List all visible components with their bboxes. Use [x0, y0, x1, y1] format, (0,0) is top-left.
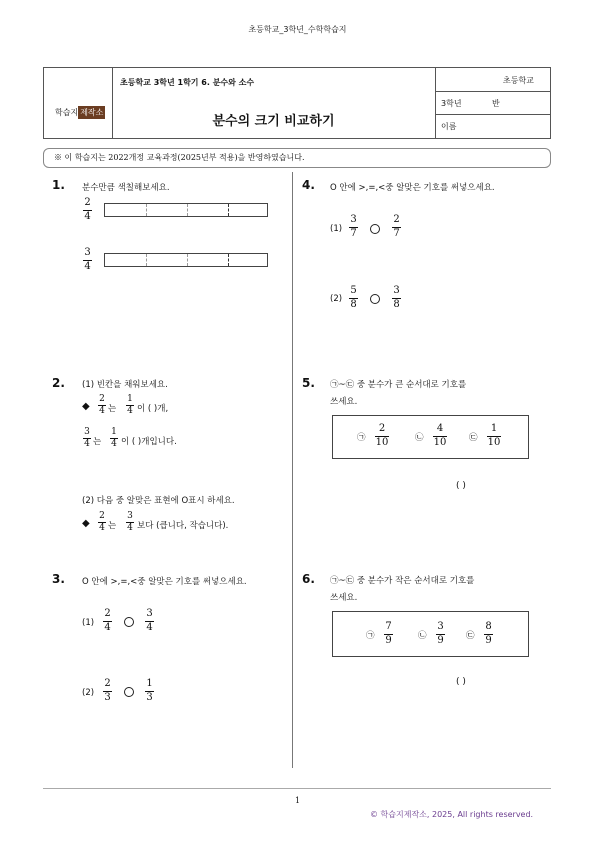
q3-label-2: (2) — [82, 688, 95, 698]
school-label: 초등학교 — [503, 76, 534, 85]
q5-mark-2: ㉡ — [415, 433, 424, 443]
q2-subtext-1: (1) 빈칸을 채워보세요. — [82, 380, 168, 390]
header-row-line-2 — [435, 114, 551, 115]
class-label: 반 — [492, 99, 500, 108]
q5-answer-blank[interactable]: ( ) — [456, 481, 466, 491]
q6-fraction-3: 8 9 — [485, 621, 492, 646]
q2-blank-2[interactable]: 이 ( )개입니다. — [121, 437, 177, 447]
q2-fraction-1: 2 4 — [99, 394, 105, 417]
q4-1-answer-circle[interactable] — [370, 224, 380, 234]
q1-number: 1. — [52, 178, 65, 192]
q3-1-answer-circle[interactable] — [124, 617, 134, 627]
q3-1-fraction-b: 3 4 — [146, 608, 153, 633]
q4-label-1: (1) — [330, 224, 343, 234]
q4-label-2: (2) — [330, 294, 343, 304]
page-number: 1 — [294, 796, 301, 805]
q2-fraction-6: 3 4 — [127, 511, 133, 534]
grade-label: 3학년 — [441, 99, 462, 108]
q6-number: 6. — [302, 572, 315, 586]
q1-fraction-2 — [83, 248, 92, 272]
worksheet-title: 분수의 크기 비교하기 — [212, 114, 335, 129]
q2-subtext-2: (2) 다음 중 알맞은 표현에 O표시 하세요. — [82, 496, 235, 506]
q2-fraction-4: 1 4 — [111, 427, 117, 450]
q1-fraction-1 — [83, 198, 92, 222]
q6-mark-2: ㉡ — [418, 631, 427, 641]
document-title: 초등학교_3학년_수학학습지 — [248, 25, 347, 34]
q1-fraction-1-den: 4 — [84, 210, 91, 222]
logo-highlight: 제작소 — [80, 108, 104, 117]
q2-choice[interactable]: 보다 (큽니다, 작습니다). — [137, 521, 229, 531]
name-label: 이름 — [441, 122, 457, 131]
q2-fraction-3: 3 4 — [84, 427, 90, 450]
curriculum-notice: ※ 이 학습지는 2022개정 교육과정(2025년부 적용)을 반영하였습니다. — [43, 148, 551, 168]
column-divider — [292, 172, 293, 768]
q2-particle-1: 는 — [108, 404, 117, 414]
q6-fractions-box — [332, 611, 529, 657]
q2-particle-2: 는 — [93, 437, 102, 447]
q5-fraction-1: 2 10 — [375, 423, 389, 448]
copyright: © 학습지제작소, 2025, All rights reserved. — [370, 810, 534, 819]
header-row-line-1 — [435, 91, 551, 92]
logo-text: 학습지 — [55, 108, 79, 117]
q6-mark-1: ㉠ — [366, 631, 375, 641]
q5-text-line-1: ㉠~㉢ 중 분수가 큰 순서대로 기호를 — [330, 380, 467, 390]
q3-1-fraction-a: 2 4 — [104, 608, 111, 633]
q4-2-answer-circle[interactable] — [370, 294, 380, 304]
q2-arrow-2: ◆ — [82, 518, 90, 529]
q4-number: 4. — [302, 178, 315, 192]
q2-particle-3: 는 — [108, 521, 117, 531]
bottom-rule — [43, 788, 551, 789]
q4-1-fraction-a: 3 7 — [350, 214, 357, 239]
q1-fraction-2-num: 3 — [84, 247, 91, 258]
q5-text-line-2: 쓰세요. — [330, 397, 358, 407]
q4-2-fraction-b: 3 8 — [393, 285, 400, 310]
q5-fraction-3: 1 10 — [487, 423, 501, 448]
q4-text: O 안에 >,=,<중 알맞은 기호를 써넣으세요. — [330, 183, 495, 193]
q4-1-fraction-b: 2 7 — [393, 214, 400, 239]
q2-number: 2. — [52, 376, 65, 390]
q5-mark-1: ㉠ — [357, 433, 366, 443]
q1-fraction-2-den: 4 — [84, 260, 91, 272]
q3-2-answer-circle[interactable] — [124, 687, 134, 697]
q1-fraction-1-num: 2 — [84, 197, 91, 208]
q3-text: O 안에 >,=,<중 알맞은 기호를 써넣으세요. — [82, 577, 247, 587]
q2-arrow-1: ◆ — [82, 401, 90, 412]
q1-text: 분수만큼 색칠해보세요. — [82, 183, 170, 193]
q2-fraction-2: 1 4 — [127, 394, 133, 417]
unit-title: 초등학교 3학년 1학기 6. 분수와 소수 — [120, 78, 255, 87]
q6-fraction-1: 7 9 — [385, 621, 392, 646]
logo — [55, 106, 105, 119]
q1-strip-1[interactable] — [104, 203, 268, 217]
q2-blank-1[interactable]: 이 ( )개, — [137, 404, 169, 414]
q5-mark-3: ㉢ — [469, 433, 478, 443]
q3-number: 3. — [52, 572, 65, 586]
q3-2-fraction-a: 2 3 — [104, 678, 111, 703]
q2-fraction-5: 2 4 — [99, 511, 105, 534]
q4-2-fraction-a: 5 8 — [350, 285, 357, 310]
q6-answer-blank[interactable]: ( ) — [456, 677, 466, 687]
q1-strip-2[interactable] — [104, 253, 268, 267]
q6-fraction-2: 3 9 — [437, 621, 444, 646]
q3-label-1: (1) — [82, 618, 95, 628]
q3-2-fraction-b: 1 3 — [146, 678, 153, 703]
q5-number: 5. — [302, 376, 315, 390]
header-divider-right — [435, 67, 436, 139]
q5-fraction-2: 4 10 — [433, 423, 447, 448]
q6-text-line-2: 쓰세요. — [330, 593, 358, 603]
q6-text-line-1: ㉠~㉢ 중 분수가 작은 순서대로 기호를 — [330, 576, 475, 586]
q6-mark-3: ㉢ — [466, 631, 475, 641]
